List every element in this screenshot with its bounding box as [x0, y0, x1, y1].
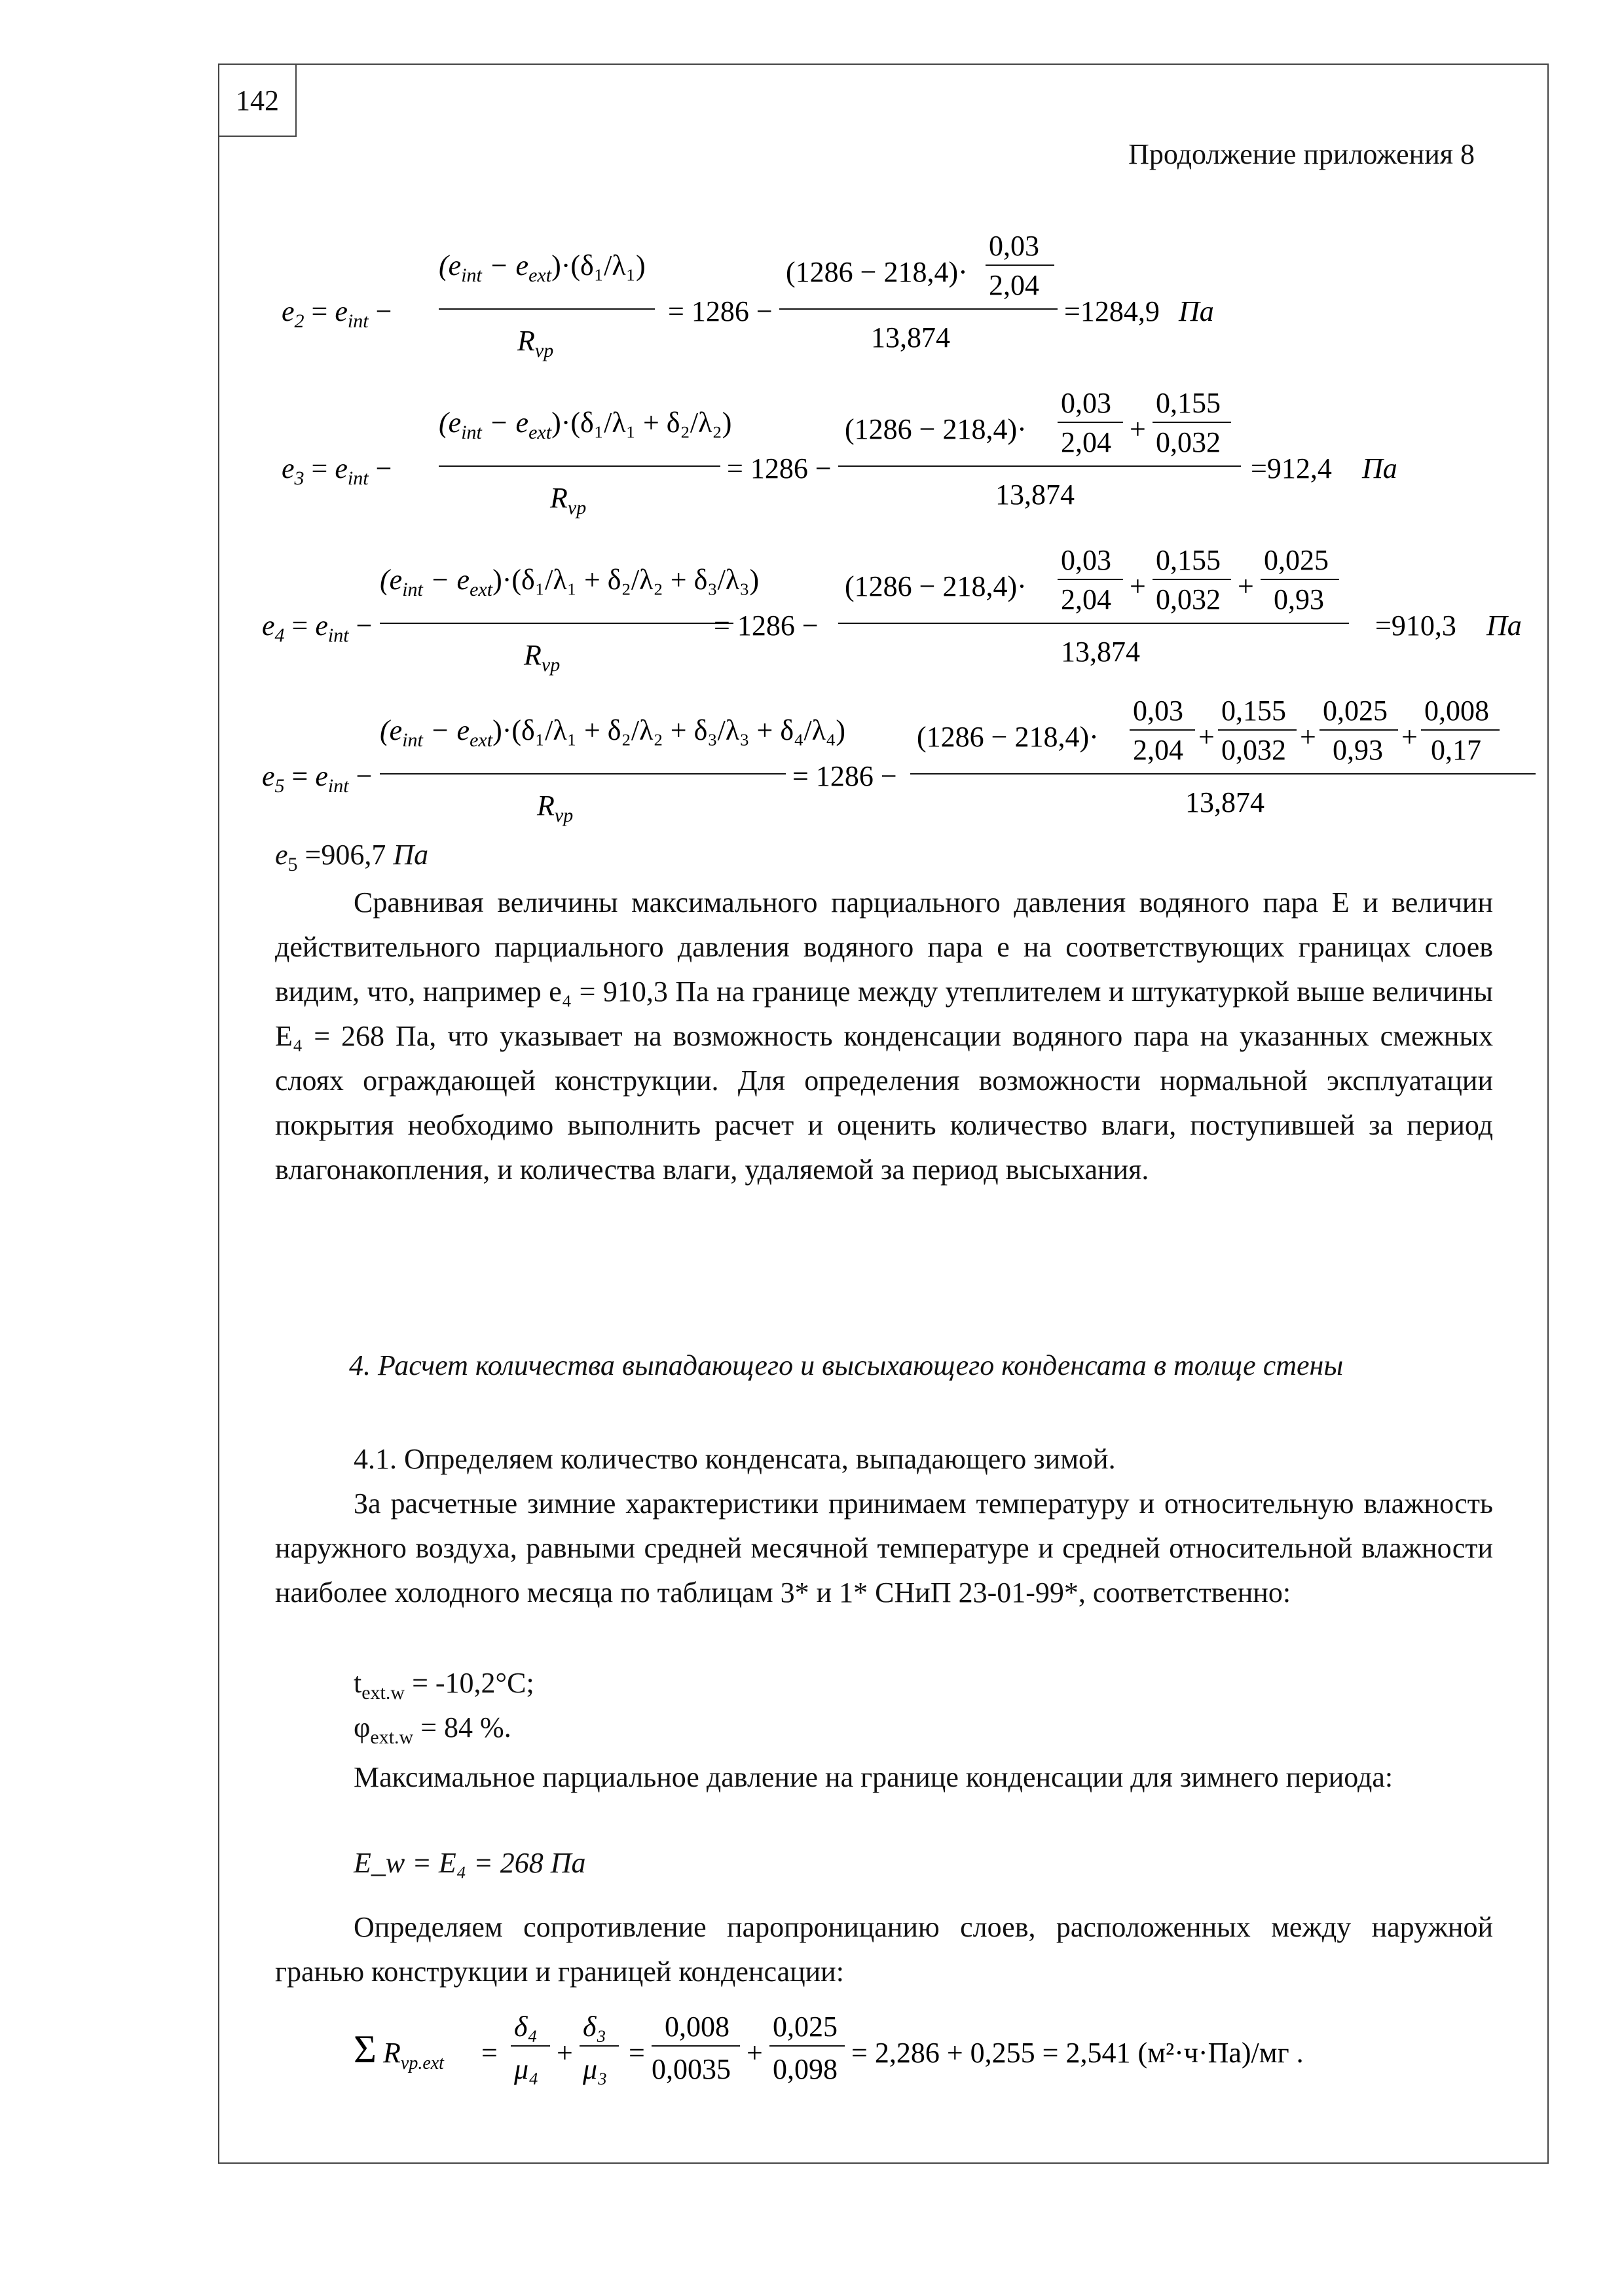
svg-text:+: +: [747, 2037, 763, 2069]
e3-den-right: 13,874: [995, 479, 1075, 511]
paragraph-resistance: Определяем сопротивление паропроницанию слоев, расположенных между наружной гранью конструкции и границей конденсации:: [275, 1911, 1493, 1988]
e5-lhs: $e_5 = e_{int}$ −: [262, 760, 373, 797]
e2-den-right: 13,874: [871, 321, 950, 354]
e2-lhs: $e_2 = e_{int}$ −: [282, 295, 392, 332]
e4-den-right: 13,874: [1061, 636, 1140, 668]
e3-lhs: $e_3 = e_{int}$ −: [282, 452, 392, 489]
e2-num-right: (1286 − 218,4)·: [786, 256, 968, 288]
final-sum: Σ: [354, 2028, 377, 2071]
e5-f3d: 0,93: [1333, 734, 1383, 766]
e3-den-left: $R_{vp}$: [550, 482, 587, 519]
final-d4: 0,098: [773, 2053, 838, 2085]
e4-den-left: $R_{vp}$: [524, 639, 561, 676]
e2-num-left: $(e_{int} - e_{ext})\cdot(\delta_1/\lambda_1)$: [439, 249, 646, 286]
e5-den-left: $R_{vp}$: [537, 790, 574, 826]
e5-num-left: $(e_{int} - e_{ext})\cdot(\delta_1/\lambda_1 + \delta_2/\lambda_2 + \delta_3/\lambda_3 + \delta_4/\lambda_4)$: [380, 714, 845, 751]
e3-f1d: 2,04: [1061, 426, 1111, 458]
svg-text:+: +: [1238, 570, 1254, 602]
final-d3: 0,0035: [652, 2053, 731, 2085]
section-title: 4. Расчет количества выпадающего и высыхающего конденсата в толще стены: [349, 1349, 1344, 1381]
svg-text:+: +: [1130, 413, 1146, 445]
svg-text:+: +: [1198, 721, 1215, 753]
svg-text:+: +: [557, 2037, 573, 2069]
e4-unit: Па: [1486, 610, 1522, 642]
e3-f2d: 0,032: [1156, 426, 1221, 458]
e3-f2n: 0,155: [1156, 387, 1221, 419]
e4-f2d: 0,032: [1156, 583, 1221, 615]
svg-text:+: +: [1130, 570, 1146, 602]
equation-e4: [262, 530, 1539, 681]
e5-result-value: =906,7: [304, 839, 386, 871]
e2-result: =1284,9: [1064, 295, 1160, 327]
e3-result: =912,4: [1251, 452, 1332, 484]
e3-num-left: $(e_{int} - e_{ext})\cdot(\delta_1/\lambda_1 + \delta_2/\lambda_2)$: [439, 407, 732, 443]
paragraph-4-1: 4.1. Определяем количество конденсата, выпадающего зимой.: [354, 1443, 1116, 1475]
final-n2: δ₃: [583, 2011, 606, 2043]
e5-f4d: 0,17: [1431, 734, 1481, 766]
e5-result-line: $e_5 =906,7$ Па: [275, 839, 429, 875]
e3-mid: = 1286 −: [727, 452, 832, 484]
e2-unit: Па: [1179, 295, 1214, 327]
e2-frac-den: 2,04: [989, 269, 1039, 301]
e4-f3n: 0,025: [1264, 544, 1329, 576]
e2-mid: = 1286 −: [668, 295, 773, 327]
svg-text:+: +: [1401, 721, 1418, 753]
e3-f1n: 0,03: [1061, 387, 1111, 419]
final-n3: 0,008: [665, 2011, 729, 2043]
e5-f4n: 0,008: [1424, 695, 1489, 727]
final-n4: 0,025: [773, 2011, 838, 2043]
e4-result: =910,3: [1375, 610, 1456, 642]
e5-f2d: 0,032: [1221, 734, 1286, 766]
e2-frac-num: 0,03: [989, 230, 1039, 262]
e5-num-right: (1286 − 218,4)·: [917, 721, 1099, 753]
svg-text:=: =: [481, 2037, 498, 2069]
e4-f1d: 2,04: [1061, 583, 1111, 615]
e5-f1n: 0,03: [1133, 695, 1183, 727]
svg-text:+: +: [1300, 721, 1316, 753]
e5-f1d: 2,04: [1133, 734, 1183, 766]
continuation-label: Продолжение приложения 8: [1128, 138, 1475, 170]
e3-num-right: (1286 − 218,4)·: [845, 413, 1027, 445]
paragraph-max-pressure: Максимальное парциальное давление на границе конденсации для зимнего периода:: [354, 1761, 1393, 1793]
e5-f2n: 0,155: [1221, 695, 1286, 727]
paragraph-comparison: Сравнивая величины максимального парциального давления водяного пара E и величин действительного парциального давления водяного пара e на соответствующих границах слоев видим, что, например e₄ = 910,3 Па на границе между утеплителем и штукатуркой выше величины E₄ = 268 Па, что указывает на возможность конденсации водяного пара на указанных смежных слоях ограждающей конструкции. Для определения возможности нормальной эксплуатации покрытия необходимо выполнить расчет и оценить количество влаги, поступившей за период влагонакопления, и количества влаги, удаляемой за период высыхания.: [275, 886, 1493, 1186]
equation-e2: [262, 216, 1539, 367]
e2-den-left: $R_{vp}$: [517, 325, 554, 361]
e5-mid: = 1286 −: [792, 760, 897, 792]
e4-f1n: 0,03: [1061, 544, 1111, 576]
phi-ext-line: $\varphi_{ext.w} = 84$ %.: [354, 1711, 511, 1748]
svg-text:=: =: [629, 2037, 645, 2069]
paragraph-winter: За расчетные зимние характеристики принимаем температуру и относительную влажность наружного воздуха, равными средней месячной температуре и средней относительной влажности наиболее холодного месяца по таблицам 3* и 1* СНиП 23-01-99*, соответственно:: [275, 1487, 1493, 1609]
e5-result-unit: Па: [393, 839, 429, 871]
t-ext-line: $t_{ext.w} = -10,2^\circ С$;: [354, 1667, 534, 1704]
final-tail: = 2,286 + 0,255 = 2,541 (м²·ч·Па)/мг .: [851, 2037, 1304, 2069]
e4-lhs: $e_4 = e_{int}$ −: [262, 610, 373, 646]
final-lhs: $R_{vp.ext}$: [383, 2037, 444, 2073]
equation-e3: [262, 373, 1539, 524]
final-d2: μ₃: [583, 2053, 608, 2085]
final-equation: [354, 1997, 1545, 2108]
ew-line: E_w = E₄ = 268 Па: [354, 1847, 586, 1879]
e4-f3d: 0,93: [1274, 583, 1324, 615]
final-n1: δ₄: [514, 2011, 538, 2043]
e4-num-right: (1286 − 218,4)·: [845, 570, 1027, 602]
equation-e5: [262, 681, 1539, 831]
e5-den-right: 13,874: [1185, 786, 1264, 818]
e4-num-left: $(e_{int} - e_{ext})\cdot(\delta_1/\lambda_1 + \delta_2/\lambda_2 + \delta_3/\lambda_3)$: [380, 564, 760, 600]
e5-f3n: 0,025: [1323, 695, 1388, 727]
e3-unit: Па: [1362, 452, 1397, 484]
final-d1: μ₄: [514, 2053, 539, 2085]
e4-f2n: 0,155: [1156, 544, 1221, 576]
page-number: 142: [218, 64, 297, 137]
e4-mid: = 1286 −: [714, 610, 819, 642]
